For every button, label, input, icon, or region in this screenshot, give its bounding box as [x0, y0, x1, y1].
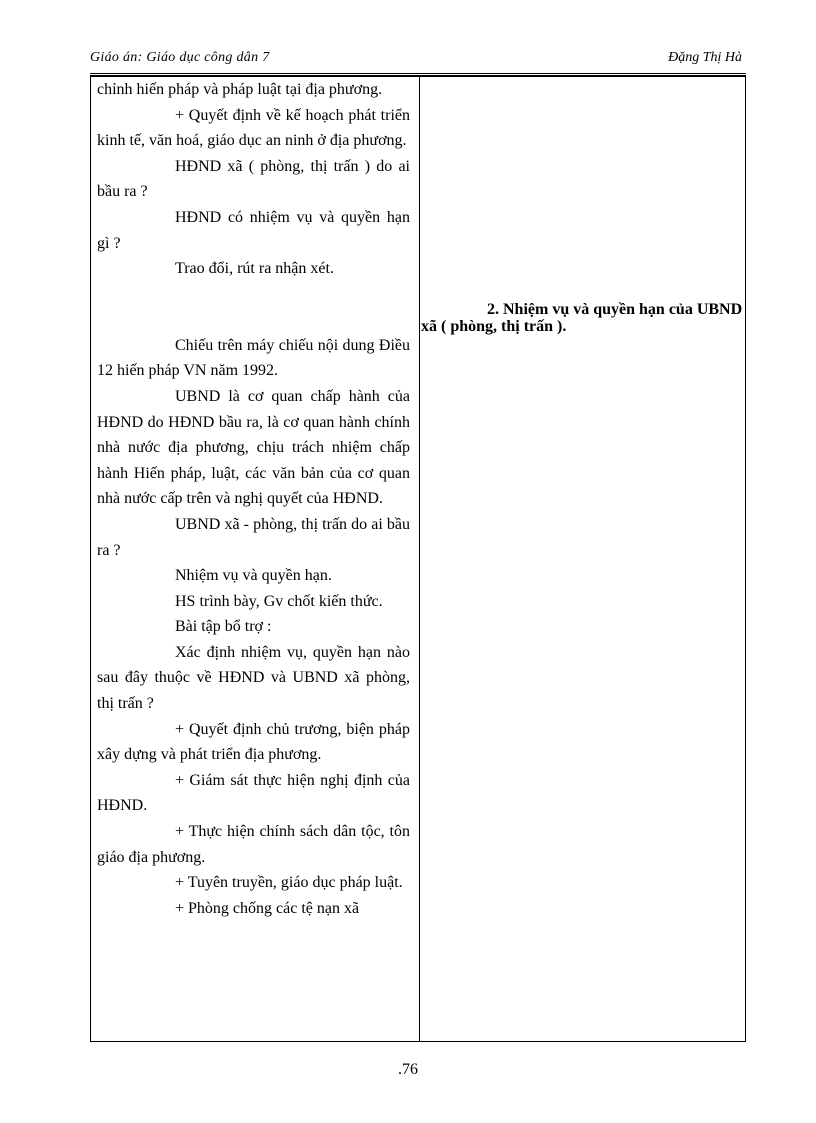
header-author: Đặng Thị Hà	[668, 50, 742, 65]
page-header	[90, 50, 746, 74]
paragraph: + Giám sát thực hiện nghị định của HĐND.	[97, 771, 410, 815]
column-divider	[419, 77, 420, 1041]
header-course-title: Giáo án: Giáo dục công dân 7	[90, 50, 270, 65]
paragraph: + Phòng chống các tệ nạn xã	[175, 899, 360, 917]
paragraph: HĐND có nhiệm vụ và quyền hạn gì ?	[97, 208, 410, 252]
paragraph: + Quyết định chủ trương, biện pháp xây dựng và phát triển địa phương.	[97, 720, 410, 764]
activities-column	[97, 77, 410, 921]
blank-space	[97, 282, 410, 333]
content-column	[421, 301, 743, 335]
paragraph: HĐND xã ( phòng, thị trấn ) do ai bầu ra ?	[97, 157, 410, 201]
paragraph: + Quyết định về kế hoạch phát triển kinh tế, văn hoá, giáo dục an ninh ở địa phương.	[97, 106, 410, 150]
section-heading: 2. Nhiệm vụ và quyền hạn của UBND xã ( phòng, thị trấn ).	[421, 301, 743, 335]
paragraph: Trao đổi, rút ra nhận xét.	[175, 260, 334, 278]
paragraph: Bài tập bổ trợ :	[175, 618, 272, 636]
paragraph: Chiếu trên máy chiếu nội dung Điều 12 hiến pháp VN năm 1992.	[97, 336, 410, 380]
paragraph: HS trình bày, Gv chốt kiến thức.	[175, 592, 383, 610]
paragraph: Nhiệm vụ và quyền hạn.	[175, 567, 332, 585]
paragraph: + Tuyên truyền, giáo dục pháp luật.	[175, 874, 403, 892]
paragraph: UBND xã - phòng, thị trấn do ai bầu ra ?	[97, 515, 410, 559]
paragraph: Xác định nhiệm vụ, quyền hạn nào sau đây thuộc về HĐND và UBND xã phòng, thị trấn ?	[97, 643, 410, 713]
page-number: .76	[398, 1061, 418, 1078]
paragraph: UBND là cơ quan chấp hành của HĐND do HĐND bầu ra, là cơ quan hành chính nhà nước địa phương, chịu trách nhiệm chấp hành Hiến pháp, luật, các văn bản của cơ quan nhà nước cấp trên và nghị quyết của HĐND.	[97, 387, 410, 508]
paragraph: + Thực hiện chính sách dân tộc, tôn giáo địa phương.	[97, 823, 410, 866]
lesson-table	[90, 76, 746, 1042]
paragraph: chỉnh hiến pháp và pháp luật tại địa phương.	[97, 81, 383, 98]
